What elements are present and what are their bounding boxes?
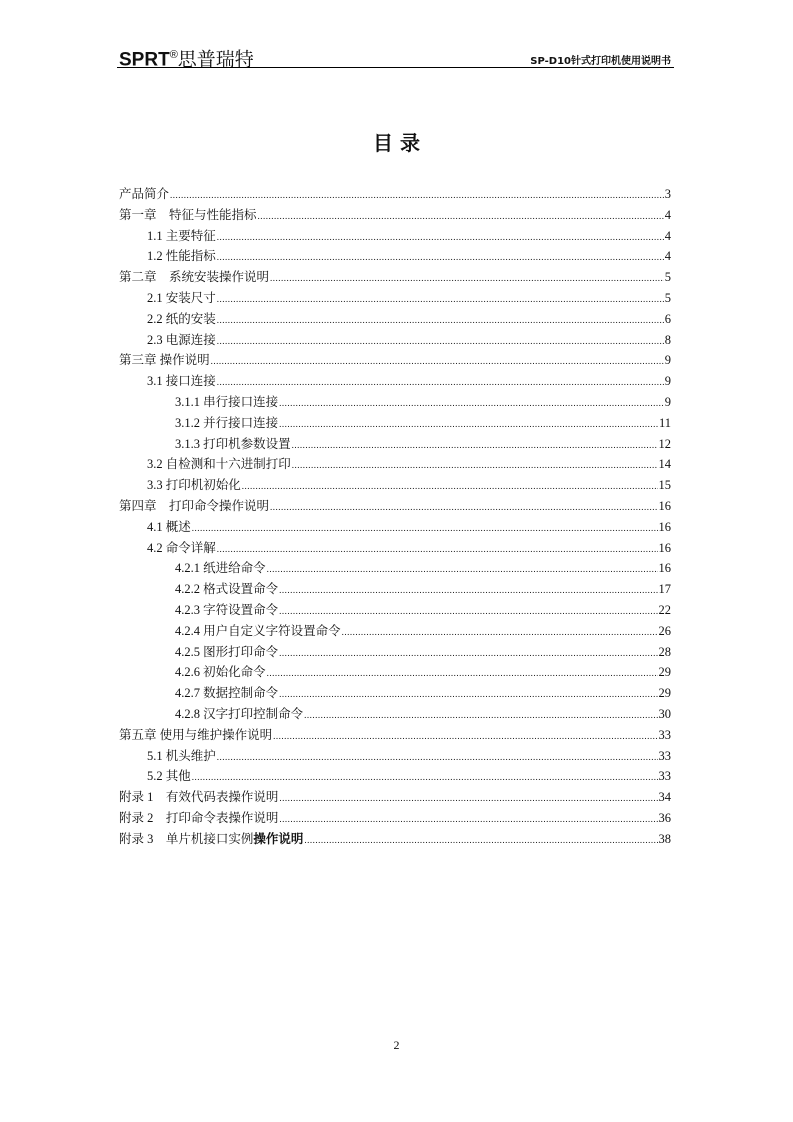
toc-leader-dots	[217, 330, 664, 352]
toc-leader-dots	[292, 434, 658, 456]
toc-entry[interactable]	[119, 288, 671, 309]
toc-label: 3.2 自检测和十六进制打印	[147, 457, 291, 472]
toc-label: 4.2.1 纸进给命令	[175, 561, 266, 576]
toc-entry[interactable]	[119, 746, 671, 767]
toc-entry[interactable]	[119, 579, 671, 600]
toc-label: 第一章 特征与性能指标	[119, 207, 257, 222]
toc-leader-dots	[217, 746, 658, 768]
toc-leader-dots	[292, 454, 658, 476]
toc-leader-dots	[192, 517, 658, 539]
toc-page: 38	[658, 831, 671, 846]
toc-label: 2.1 安装尺寸	[147, 290, 216, 305]
toc-leader-dots	[304, 704, 657, 726]
toc-entry[interactable]	[119, 538, 671, 559]
toc-label: 1.2 性能指标	[147, 249, 216, 264]
toc-label: 3.1.3 打印机参数设置	[175, 436, 291, 451]
page-number: 2	[393, 1038, 400, 1052]
toc-leader-dots	[217, 371, 664, 393]
toc-page: 6	[664, 311, 671, 326]
toc-entry[interactable]	[119, 683, 671, 704]
toc-page: 4	[664, 228, 671, 243]
toc-entry[interactable]	[119, 392, 671, 413]
toc-page: 33	[658, 727, 671, 742]
toc-leader-dots	[270, 496, 657, 518]
toc-page: 26	[658, 623, 671, 638]
toc-page: 16	[658, 561, 671, 576]
toc-page: 8	[664, 332, 671, 347]
toc-label: 第四章 打印命令操作说明	[119, 498, 270, 513]
toc-entry[interactable]	[119, 475, 671, 496]
toc-label: 第五章 使用与维护操作说明	[119, 727, 273, 742]
toc-label-bold: 操作说明	[253, 831, 304, 846]
toc-entry[interactable]	[119, 558, 671, 579]
toc-entry[interactable]	[119, 787, 671, 808]
toc-entry[interactable]	[119, 621, 671, 642]
toc-leader-dots	[342, 621, 658, 643]
toc-page: 14	[658, 457, 671, 472]
toc-page: 16	[658, 519, 671, 534]
toc-page: 5	[664, 290, 671, 305]
toc-entry[interactable]	[119, 184, 671, 205]
toc-leader-dots	[217, 246, 664, 268]
toc-page: 36	[658, 810, 671, 825]
toc-label: 4.2 命令详解	[147, 540, 216, 555]
toc-leader-dots	[267, 662, 658, 684]
toc-page: 30	[658, 706, 671, 721]
toc-page: 29	[658, 686, 671, 701]
toc-page: 9	[664, 374, 671, 389]
toc-label: 4.1 概述	[147, 519, 191, 534]
toc-entry[interactable]	[119, 246, 671, 267]
toc-page: 4	[664, 249, 671, 264]
toc-entry[interactable]	[119, 600, 671, 621]
toc-entry[interactable]	[119, 267, 671, 288]
toc-entry[interactable]	[119, 766, 671, 787]
toc-label: 5.2 其他	[147, 769, 191, 784]
toc-label: 3.1 接口连接	[147, 374, 216, 389]
toc-leader-dots	[273, 725, 657, 747]
toc-label: 附录 2 打印命令表操作说明	[119, 810, 279, 825]
logo-cn: 思普瑞特	[177, 49, 254, 71]
logo-text: SPRT	[119, 49, 170, 71]
toc-leader-dots	[192, 766, 658, 788]
toc-leader-dots	[211, 350, 664, 372]
toc-entry[interactable]	[119, 808, 671, 829]
toc-leader-dots	[279, 642, 657, 664]
toc-page: 28	[658, 644, 671, 659]
toc-entry[interactable]	[119, 454, 671, 475]
toc-entry[interactable]	[119, 309, 671, 330]
header-divider	[117, 67, 674, 68]
toc-page: 33	[658, 748, 671, 763]
toc-label: 4.2.5 图形打印命令	[175, 644, 279, 659]
toc-label: 4.2.7 数据控制命令	[175, 686, 279, 701]
toc-entry[interactable]	[119, 517, 671, 538]
toc-entry[interactable]	[119, 725, 671, 746]
page-title: 目 录	[373, 131, 420, 155]
toc-page: 5	[664, 270, 671, 285]
toc-label: 2.2 纸的安装	[147, 311, 216, 326]
toc-page: 9	[664, 353, 671, 368]
toc-entry[interactable]	[119, 496, 671, 517]
toc-entry[interactable]	[119, 330, 671, 351]
toc-page: 15	[658, 478, 671, 493]
toc-entry[interactable]	[119, 371, 671, 392]
toc-entry[interactable]	[119, 662, 671, 683]
toc-leader-dots	[258, 205, 664, 227]
toc-leader-dots	[279, 808, 657, 830]
toc-label: 第二章 系统安装操作说明	[119, 270, 270, 285]
toc-page: 22	[658, 602, 671, 617]
toc-leader-dots	[242, 475, 658, 497]
toc-leader-dots	[217, 309, 664, 331]
toc-label: 4.2.6 初始化命令	[175, 665, 266, 680]
toc-leader-dots	[267, 558, 658, 580]
toc-leader-dots	[217, 538, 658, 560]
toc-label: 附录 3 单片机接口实例	[119, 831, 254, 846]
toc-entry[interactable]	[119, 704, 671, 725]
toc-page: 34	[658, 790, 671, 805]
toc-leader-dots	[304, 829, 657, 851]
toc-page: 17	[658, 582, 671, 597]
toc-entry[interactable]	[119, 413, 671, 434]
doc-title: SP-D10针式打印机使用说明书	[530, 56, 671, 67]
toc-leader-dots	[279, 683, 657, 705]
toc-leader-dots	[217, 288, 664, 310]
toc-leader-dots	[279, 392, 664, 414]
toc-label: 3.1.2 并行接口连接	[175, 415, 279, 430]
toc-leader-dots	[170, 184, 664, 206]
toc-page: 29	[658, 665, 671, 680]
toc-entry[interactable]	[119, 434, 671, 455]
toc-entry[interactable]	[119, 642, 671, 663]
toc-page: 16	[658, 540, 671, 555]
toc-label: 第三章 操作说明	[119, 353, 210, 368]
toc-page: 33	[658, 769, 671, 784]
toc-label: 3.1.1 串行接口连接	[175, 394, 279, 409]
toc-label: 2.3 电源连接	[147, 332, 216, 347]
toc-label: 4.2.8 汉字打印控制命令	[175, 706, 304, 721]
toc-label: 4.2.2 格式设置命令	[175, 582, 279, 597]
toc-entry[interactable]	[119, 829, 671, 850]
toc-page: 9	[664, 394, 671, 409]
toc-label: 附录 1 有效代码表操作说明	[119, 790, 279, 805]
toc-leader-dots	[279, 787, 657, 809]
toc-page: 16	[658, 498, 671, 513]
toc-leader-dots	[270, 267, 664, 289]
toc-entry[interactable]	[119, 350, 671, 371]
toc-label: 4.2.3 字符设置命令	[175, 602, 279, 617]
toc-page: 12	[658, 436, 671, 451]
logo-registered: ®	[169, 49, 178, 61]
toc-page: 4	[664, 207, 671, 222]
toc-leader-dots	[217, 226, 664, 248]
table-of-contents	[119, 184, 671, 850]
toc-entry[interactable]	[119, 226, 671, 247]
toc-leader-dots	[279, 413, 658, 435]
toc-leader-dots	[279, 579, 657, 601]
toc-entry[interactable]	[119, 205, 671, 226]
toc-page: 11	[658, 415, 671, 430]
toc-label: 3.3 打印机初始化	[147, 478, 241, 493]
toc-label: 产品简介	[119, 187, 170, 201]
toc-label: 4.2.4 用户自定义字符设置命令	[175, 623, 341, 638]
toc-leader-dots	[279, 600, 657, 622]
toc-page: 3	[664, 187, 671, 201]
toc-label: 5.1 机头维护	[147, 748, 216, 763]
toc-label: 1.1 主要特征	[147, 228, 216, 243]
